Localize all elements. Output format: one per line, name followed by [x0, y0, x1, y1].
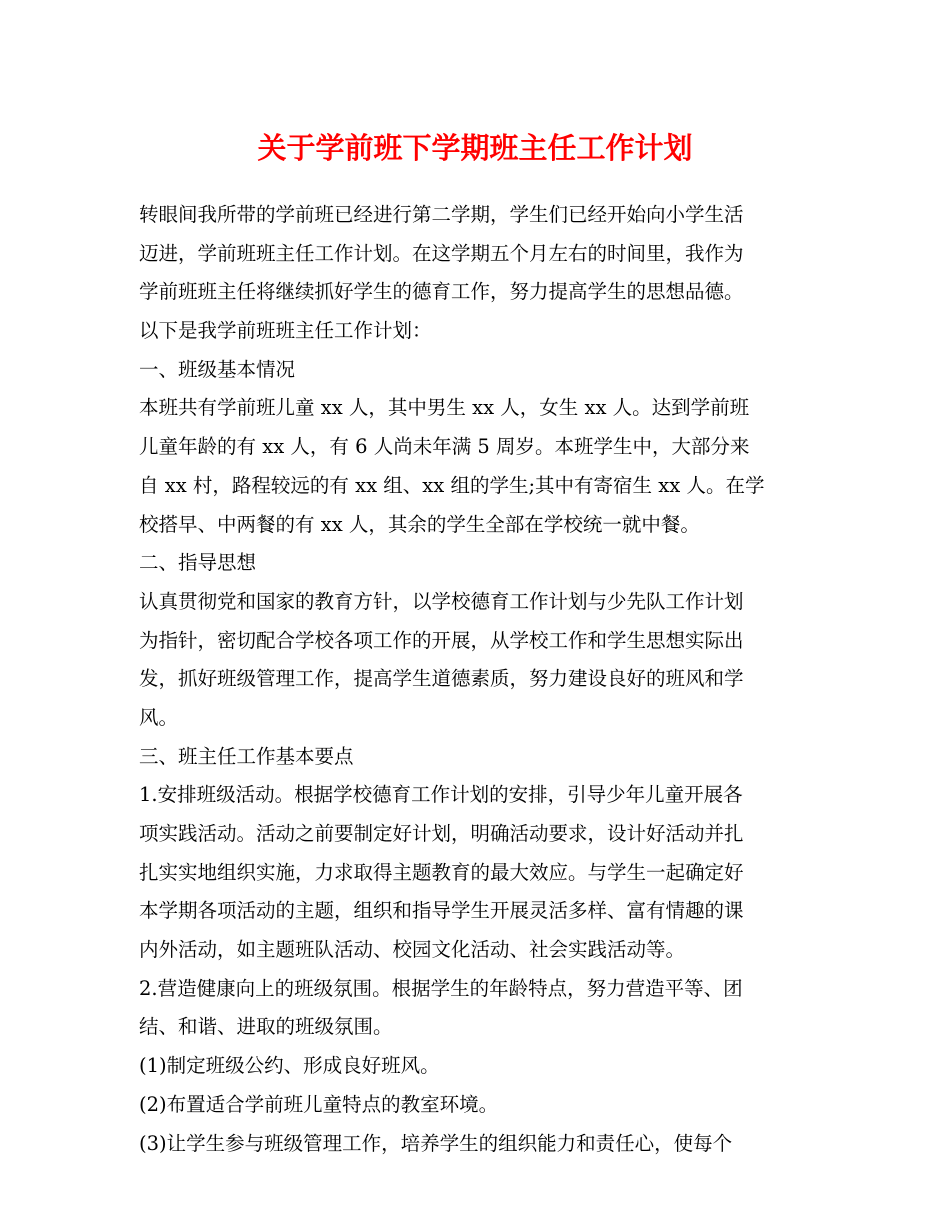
document-body — [139, 196, 819, 1163]
section-heading: 一、班级基本情况 — [139, 357, 296, 381]
list-item: (1)制定班级公约、形成良好班风。 — [139, 1054, 440, 1078]
section-heading: 二、指导思想 — [139, 551, 257, 575]
body-line: 学前班班主任将继续抓好学生的德育工作，努力提高学生的思想品德。 — [139, 280, 744, 304]
body-line: 2.营造健康向上的班级氛围。根据学生的年龄特点，努力营造平等、团 — [139, 976, 743, 1000]
body-line: 本学期各项活动的主题，组织和指导学生开展灵活多样、富有情趣的课 — [139, 899, 744, 923]
body-line: 项实践活动。活动之前要制定好计划，明确活动要求，设计好活动并扎 — [139, 822, 744, 845]
body-line: 迈进，学前班班主任工作计划。在这学期五个月左右的时间里，我作为 — [139, 241, 744, 265]
body-line: 认真贯彻党和国家的教育方针，以学校德育工作计划与少先队工作计划 — [139, 589, 744, 613]
body-line: 发，抓好班级管理工作，提高学生道德素质，努力建设良好的班风和学 — [139, 667, 744, 691]
body-line: 儿童年龄的有 xx 人，有 6 人尚未年满 5 周岁。本班学生中，大部分来 — [139, 435, 750, 459]
list-item: (3)让学生参与班级管理工作，培养学生的组织能力和责任心，使每个 — [139, 1131, 733, 1155]
document-title: 关于学前班下学期班主任工作计划 — [257, 131, 693, 165]
body-line: 转眼间我所带的学前班已经进行第二学期，学生们已经开始向小学生活 — [139, 203, 744, 226]
body-line: 校搭早、中两餐的有 xx 人，其余的学生全部在学校统一就中餐。 — [139, 512, 700, 536]
body-line: 结、和谐、进取的班级氛围。 — [139, 1015, 393, 1039]
body-line: 本班共有学前班儿童 xx 人，其中男生 xx 人，女生 xx 人。达到学前班 — [139, 396, 750, 420]
body-line: 自 xx 村，路程较远的有 xx 组、xx 组的学生;其中有寄宿生 xx 人。在学 — [139, 473, 765, 497]
body-line: 为指针，密切配合学校各项工作的开展，从学校工作和学生思想实际出 — [139, 628, 744, 652]
body-line: 以下是我学前班班主任工作计划： — [139, 319, 432, 343]
body-line: 风。 — [139, 705, 179, 729]
section-heading: 三、班主任工作基本要点 — [139, 744, 354, 768]
list-item: (2)布置适合学前班儿童特点的教室环境。 — [139, 1092, 499, 1116]
body-line: 内外活动，如主题班队活动、校园文化活动、社会实践活动等。 — [139, 938, 686, 962]
body-line: 1.安排班级活动。根据学校德育工作计划的安排，引导少年儿童开展各 — [139, 783, 743, 807]
body-line: 扎实实地组织实施，力求取得主题教育的最大效应。与学生一起确定好 — [139, 860, 744, 884]
